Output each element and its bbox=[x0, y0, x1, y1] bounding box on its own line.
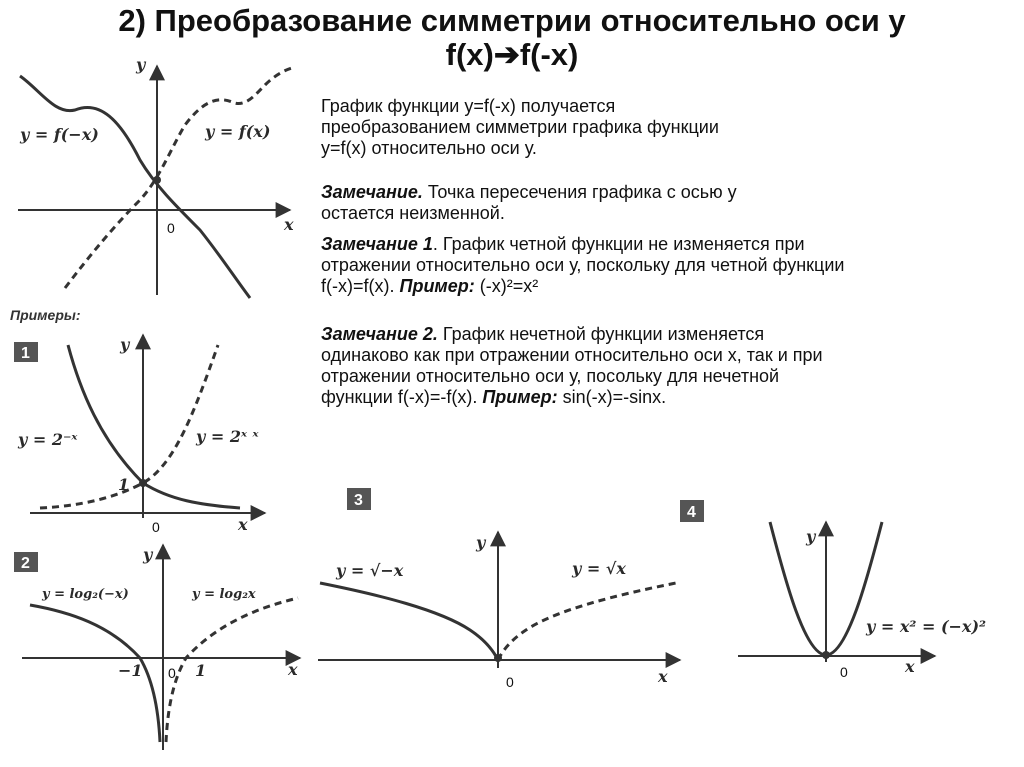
main-intersection-point bbox=[153, 176, 161, 184]
example-1-graph bbox=[14, 335, 265, 535]
main-graph bbox=[18, 55, 294, 298]
main-x-label: x bbox=[284, 215, 294, 234]
ex2-y-label: y bbox=[143, 545, 153, 564]
ex1-point bbox=[139, 479, 147, 487]
remark-1-head: Замечание 1 bbox=[321, 234, 433, 254]
ex3-left-label: y = √−x bbox=[336, 561, 404, 580]
ex3-curve-left bbox=[320, 583, 498, 660]
remark-2-body: График нечетной функции изменяется одинаково как при отражении относительно оси x, так и при отражении относительно оси у, посольку для нечетной функции f(-x)=-f(x). bbox=[321, 324, 823, 407]
ex1-x-label: x bbox=[238, 515, 248, 534]
main-left-label: y = f(−x) bbox=[20, 125, 99, 144]
slide-title-line1: 2) Преобразование симметрии относительно оси у bbox=[118, 3, 906, 38]
ex4-label: y = x² = (−x)² bbox=[866, 617, 987, 636]
ex4-origin-label: 0 bbox=[840, 664, 848, 680]
remark-1-example-head: Пример: bbox=[399, 276, 475, 296]
ex2-origin-label: 0 bbox=[168, 665, 176, 681]
ex1-one-label: 1 bbox=[118, 475, 130, 494]
remark-1-example: (-x)²=x² bbox=[474, 276, 539, 296]
example-2-badge-text: 2 bbox=[21, 555, 30, 572]
example-3-graph bbox=[318, 488, 680, 690]
ex4-y-label: y bbox=[806, 527, 816, 546]
remark-intersection-head: Замечание. bbox=[321, 182, 423, 202]
main-y-label: y bbox=[136, 55, 146, 74]
main-origin-label: 0 bbox=[167, 220, 175, 236]
ex2-x-label: x bbox=[288, 660, 298, 679]
ex3-origin-label: 0 bbox=[506, 674, 514, 690]
ex3-x-label: x bbox=[658, 667, 668, 686]
ex3-curve-right bbox=[498, 583, 676, 660]
ex1-y-label: y bbox=[120, 335, 130, 354]
ex2-one-label: 1 bbox=[195, 661, 207, 680]
main-right-label: y = f(x) bbox=[205, 122, 271, 141]
ex4-x-label: x bbox=[905, 657, 915, 676]
example-2-graph bbox=[14, 545, 300, 750]
ex3-point bbox=[494, 654, 502, 662]
intro-paragraph: График функции у=f(-x) получается преобразованием симметрии графика функции у=f(x) относительно оси у. bbox=[321, 96, 719, 158]
remark-2-example: sin(-x)=-sinx. bbox=[557, 387, 667, 407]
ex1-origin-label: 0 bbox=[152, 519, 160, 535]
ex1-left-label: y = 2⁻ˣ bbox=[18, 430, 78, 449]
remark-2-example-head: Пример: bbox=[482, 387, 558, 407]
example-4-badge-text: 4 bbox=[687, 504, 696, 521]
main-curve-f-minus-x bbox=[20, 76, 250, 298]
ex2-minus-one-label: −1 bbox=[118, 661, 143, 680]
example-3-badge-text: 3 bbox=[354, 492, 363, 509]
remark-intersection-body: Точка пересечения графика с осью у остается неизменной. bbox=[321, 182, 737, 223]
remark-2-head: Замечание 2. bbox=[321, 324, 438, 344]
main-curve-f-x bbox=[65, 68, 292, 288]
ex2-right-label: y = log₂x bbox=[192, 587, 256, 602]
remark-1-body: . График четной функции не изменяется при отражении относительно оси у, поскольку для четной функции f(-x)=f(x). bbox=[321, 234, 845, 296]
example-1-badge-text: 1 bbox=[21, 345, 30, 362]
examples-label: Примеры: bbox=[10, 307, 81, 323]
example-4-graph bbox=[680, 500, 986, 680]
ex4-point bbox=[822, 651, 830, 659]
slide-title-line2: f(x)➔f(-x) bbox=[445, 37, 579, 72]
ex2-left-label: y = log₂(−x) bbox=[42, 587, 129, 602]
ex2-curve-right bbox=[166, 598, 298, 742]
ex1-right-label: y = 2ˣ ˣ bbox=[196, 427, 259, 446]
ex3-y-label: y bbox=[476, 533, 486, 552]
ex3-right-label: y = √x bbox=[572, 559, 626, 578]
